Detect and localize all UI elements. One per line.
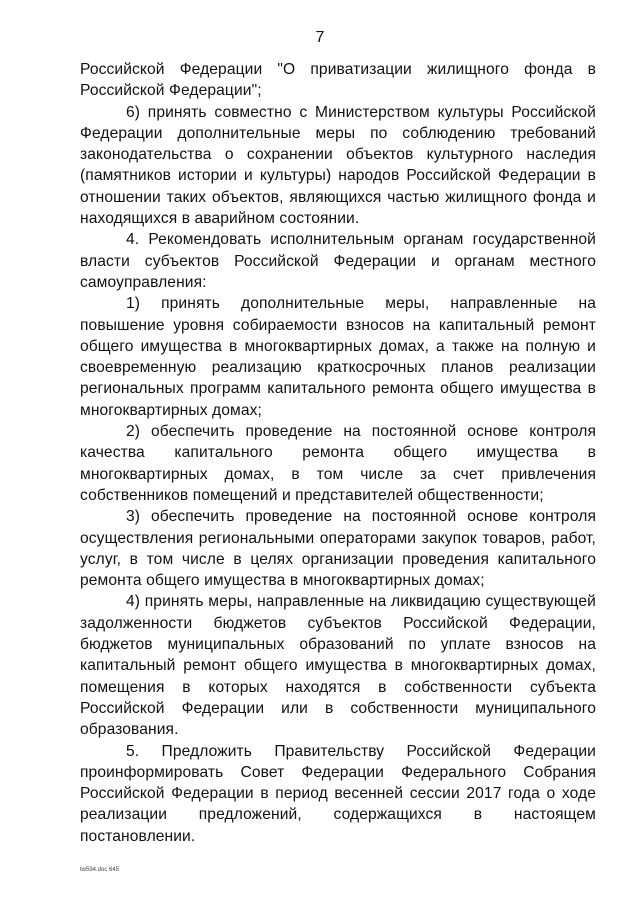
page-number: 7 [315, 29, 325, 46]
paragraph-item-2: 2) обеспечить проведение на постоянной основе контроля качества капитального ремонта общего имущества в многоквартирных домах, в том числе за счет привлечения собственников помещений и представителей общественности; [80, 423, 596, 504]
footer-document-code: tw594.doc 645 [80, 867, 120, 873]
paragraph-section-5: 5. Предложить Правительству Российской Федерации проинформировать Совет Федерации Федерального Собрания Российской Федерации в период весенней сессии 2017 года о ходе реализации предложений, содержащихся в настоящем постановлении. [80, 742, 596, 845]
paragraph-continuation: Российской Федерации "О приватизации жилищного фонда в Российской Федерации"; [80, 61, 596, 100]
paragraph-item-1: 1) принять дополнительные меры, направленные на повышение уровня собираемости взносов на капитальный ремонт общего имущества в многоквартирных домах, а также на полную и своевременную реализацию краткосрочных планов реализации региональных программ капитального ремонта общего имущества в многоквартирных домах; [80, 295, 596, 419]
paragraph-item-6: 6) принять совместно с Министерством культуры Российской Федерации дополнительные меры по соблюдению требований законодательства о сохранении объектов культурного наследия (памятников истории и культуры) народов Российской Федерации в отношении таких объектов, являющихся частью жилищного фонда и находящихся в аварийном состоянии. [80, 103, 596, 228]
paragraph-item-4: 4) принять меры, направленные на ликвидацию существующей задолженности бюджетов субъектов Российской Федерации, бюджетов муниципальных образований по уплате взносов на капитальный ремонт общего имущества в многоквартирных домах, помещения в которых находятся в собственности субъекта Российской Федерации или в собственности муниципального образования. [80, 593, 596, 739]
paragraph-section-4: 4. Рекомендовать исполнительным органам государственной власти субъектов Российской Федерации и органам местного самоуправления: [80, 231, 596, 291]
paragraph-item-3: 3) обеспечить проведение на постоянной основе контроля осуществления региональными операторами закупок товаров, работ, услуг, в том числе в целях организации проведения капитального ремонта общего имущества в многоквартирных домах; [80, 508, 596, 590]
document-body [80, 59, 596, 847]
